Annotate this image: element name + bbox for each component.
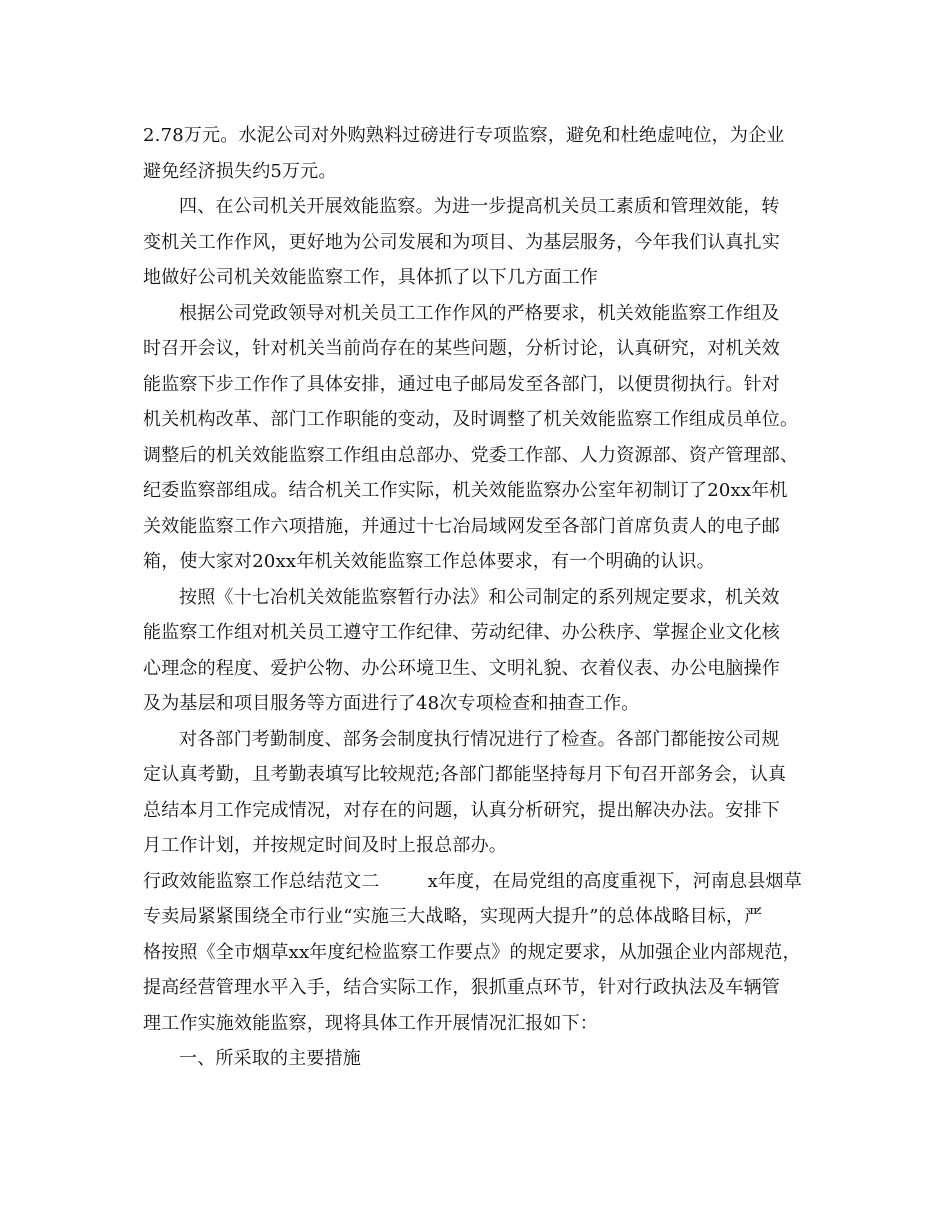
text-line: 及为基层和项目服务等方面进行了48次专项检查和抽查工作。 [143, 693, 640, 714]
text-line: 心理念的程度、爱护公物、办公环境卫生、文明礼貌、衣着仪表、办公电脑操作 [143, 657, 780, 679]
text-line: 对各部门考勤制度、部务会制度执行情况进行了检查。各部门都能按公司规 [179, 728, 780, 750]
text-line: 时召开会议，针对机关当前尚存在的某些问题，分析讨论，认真研究，对机关效 [143, 338, 780, 359]
section-title: 行政效能监察工作总结范文二 [143, 870, 380, 892]
section-heading-line [143, 864, 810, 900]
text-line: 四、在公司机关开展效能监察。为进一步提高机关员工素质和管理效能，转 [179, 196, 780, 217]
text-line: 调整后的机关效能监察工作组由总部办、党委工作部、人力资源部、资产管理部、 [143, 444, 799, 466]
text-line: 地做好公司机关效能监察工作，具体抓了以下几方面工作 [143, 267, 598, 288]
text-line: 提高经营管理水平入手，结合实际工作，狠抓重点环节，针对行政执法及车辆管 [143, 977, 780, 998]
document-body [143, 118, 810, 1077]
text-line: 避免经济损失约5万元。 [143, 160, 337, 182]
section-intro-text: x年度，在局党组的高度重视下，河南息县烟草 [427, 870, 802, 892]
text-line: 月工作计划，并按规定时间及时上报总部办。 [143, 835, 507, 856]
text-line: 关效能监察工作六项措施，并通过十七冶局域网发至各部门首席负责人的电子邮 [143, 515, 780, 537]
text-line: 能监察工作组对机关员工遵守工作纪律、劳动纪律、办公秩序、掌握企业文化核 [143, 622, 780, 643]
text-line: 按照《十七冶机关效能监察暂行办法》和公司制定的系列规定要求，机关效 [179, 586, 780, 608]
text-line: 变机关工作作风，更好地为公司发展和为项目、为基层服务，今年我们认真扎实 [143, 231, 780, 253]
text-line: 根据公司党政领导对机关员工工作作风的严格要求，机关效能监察工作组及 [179, 302, 780, 324]
text-line: 定认真考勤，且考勤表填写比较规范;各部门都能坚持每月下旬召开部务会，认真 [143, 764, 787, 785]
text-line: 专卖局紧紧围绕全市行业“实施三大战略，实现两大提升”的总体战略目标，严 [143, 906, 763, 927]
text-line: 2.78万元。水泥公司对外购熟料过磅进行专项监察，避免和杜绝虚吨位，为企业 [143, 125, 785, 146]
text-line: 格按照《全市烟草xx年度纪检监察工作要点》的规定要求，从加强企业内部规范， [143, 941, 801, 963]
text-line: 能监察下步工作作了具体安排，通过电子邮局发至各部门，以便贯彻执行。针对 [143, 373, 780, 395]
text-line: 机关机构改革、部门工作职能的变动，及时调整了机关效能监察工作组成员单位。 [143, 409, 799, 430]
subsection-heading: 一、所采取的主要措施 [179, 1048, 361, 1069]
text-line: 箱，使大家对20xx年机关效能监察工作总体要求，有一个明确的认识。 [143, 551, 715, 572]
text-line: 总结本月工作完成情况，对存在的问题，认真分析研究，提出解决办法。安排下 [143, 799, 780, 821]
text-line: 理工作实施效能监察，现将具体工作开展情况汇报如下： [143, 1012, 598, 1034]
text-line: 纪委监察部组成。结合机关工作实际，机关效能监察办公室年初制订了20xx年机 [143, 480, 788, 501]
